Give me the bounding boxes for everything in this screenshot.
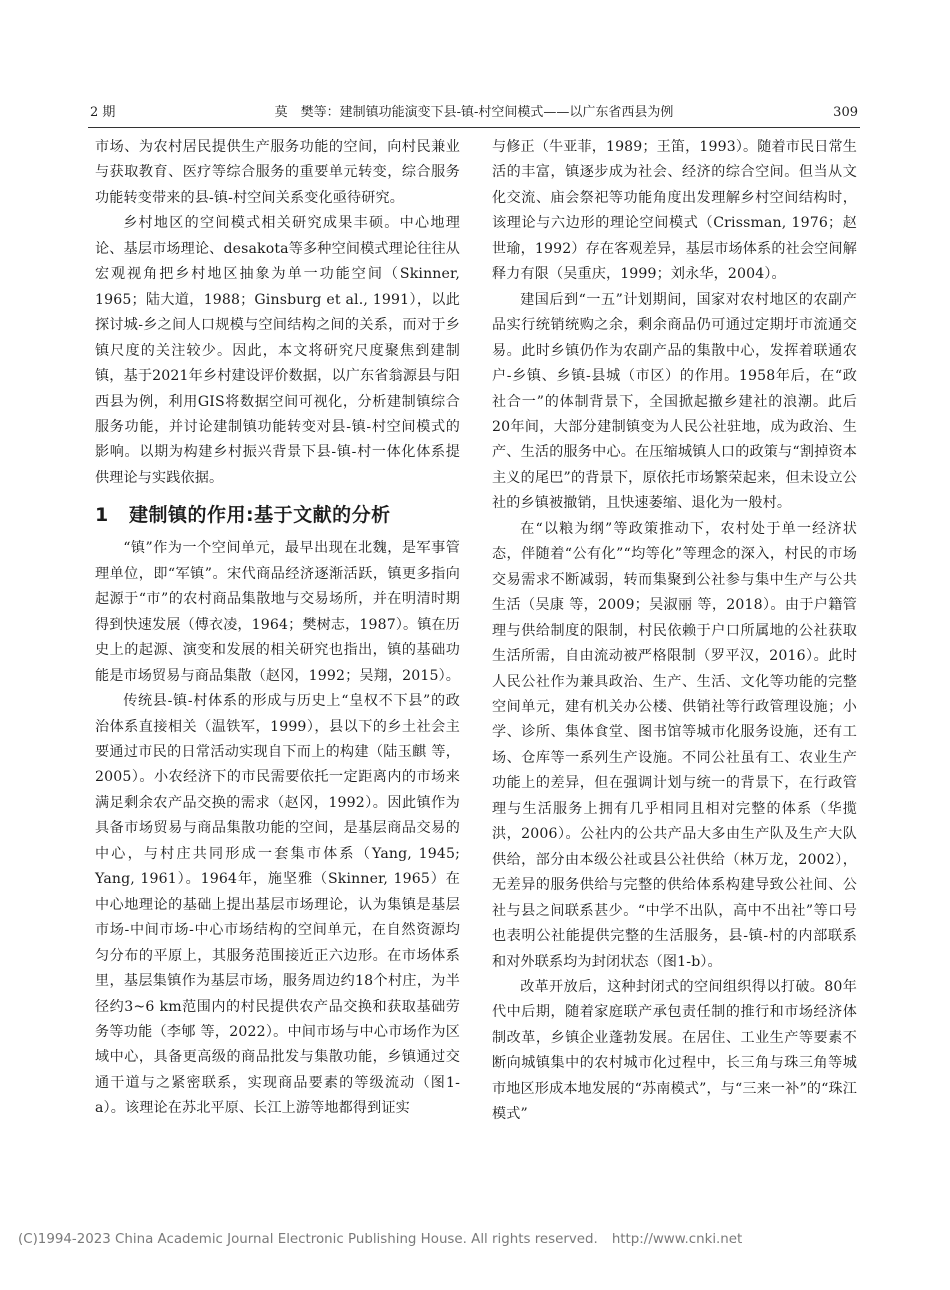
right-column — [492, 135, 857, 1128]
paragraph: 改革开放后，这种封闭式的空间组织得以打破。80年代中后期，随着家庭联产承包责任制的推行和市场经济体制改革，乡镇企业蓬勃发展。在居住、工业生产等要素不断向城镇集中的农村城市化过程中，长三角与珠三角等城市地区形成本地发展的“苏南模式”，与“三来一补”的“珠江模式” — [492, 978, 857, 1123]
copyright-footer — [18, 1232, 938, 1247]
paragraph: 在“以粮为纲”等政策推动下，农村处于单一经济状态，伴随着“公有化”“均等化”等理念的深入，村民的市场交易需求不断减弱，转而集聚到公社参与集中生产与公共生活（吴康 等，2009；吴淑丽 等，2018）。由于户籍管理与供给制度的限制，村民依赖于户口所属地的公社获取生活所需，自由流动被严格限制（罗平汉，2016）。此时人民公社作为兼具政治、生产、生活、文化等功能的完整空间单元，建有机关办公楼、供销社等行政管理设施；小学、诊所、集体食堂、图书馆等城市化服务设施，还有工场、仓库等一系列生产设施。不同公社虽有工、农业生产功能上的差异，但在强调计划与统一的背景下，在行政管理与生活服务上拥有几乎相同且相对完整的体系（华揽洪，2006）。公社内的公共产品大多由生产队及生产大队供给，部分由本级公社或县公社供给（林万龙，2002），无差异的服务供给与完整的供给体系构建导致公社间、公社与县之间联系甚少。“中学不出队，高中不出社”等口号也表明公社能提供完整的生活服务，县-镇-村的内部联系和对外联系均为封闭状态（图1-b）。 — [492, 520, 857, 970]
copyright-text: (C)1994-2023 China Academic Journal Electronic Publishing House. All rights reserved. — [18, 1232, 598, 1247]
cnki-url: http://www.cnki.net — [611, 1232, 743, 1247]
issue-number: 2 期 — [90, 105, 116, 120]
running-title: 莫 樊等：建制镇功能演变下县-镇-村空间模式——以广东省西县为例 — [274, 105, 674, 120]
section-number: 1 — [95, 504, 109, 527]
section-heading — [95, 503, 460, 527]
header-rule — [88, 127, 860, 128]
paragraph-continued: 与修正（牛亚菲，1989；王笛，1993）。随着市民日常生活的丰富，镇逐步成为社会、经济的综合空间。但当从文化交流、庙会祭祀等功能角度出发理解乡村空间结构时，该理论与六边形的理论空间模式（Crissman, 1976；赵世瑜，1992）存在客观差异，基层市场体系的社会空间解释力有限（吴重庆，1999；刘永华，2004）。 — [492, 139, 858, 283]
section-title: 建制镇的作用:基于文献的分析 — [129, 504, 391, 527]
paragraph: 乡村地区的空间模式相关研究成果丰硕。中心地理论、基层市场理论、desakota等多种空间模式理论往往从宏观视角把乡村地区抽象为单一功能空间（Skinner, 1965；陆大道，1988；Ginsburg et al., 1991），以此探讨城-乡之间人口规模与空间结构之间的关系，而对于乡镇尺度的关注较少。因此，本文将研究尺度聚焦到建制镇，基于2021年乡村建设评价数据，以广东省翁源县与阳西县为例，利用GIS将数据空间可视化，分析建制镇综合服务功能，并讨论建制镇功能转变对县-镇-村空间模式的影响。以期为构建乡村振兴背景下县-镇-村一体化体系提供理论与实践依据。 — [95, 215, 460, 486]
left-column — [95, 135, 460, 1122]
running-header — [88, 100, 860, 126]
paragraph: “镇”作为一个空间单元，最早出现在北魏，是军事管理单位，即“军镇”。宋代商品经济逐渐活跃，镇更多指向起源于“市”的农村商品集散地与交易场所，并在明清时期得到快速发展（傅衣凌，1964；樊树志，1987）。镇在历史上的起源、演变和发展的相关研究也指出，镇的基础功能是市场贸易与商品集散（赵冈，1992；吴翔，2015）。 — [95, 540, 461, 684]
paragraph: 传统县-镇-村体系的形成与历史上“皇权不下县”的政治体系直接相关（温铁军，1999），县以下的乡土社会主要通过市民的日常活动实现自下而上的构建（陆玉麒 等，2005）。小农经济下的市民需要依托一定距离内的市场来满足剩余农产品交换的需求（赵冈，1992）。因此镇作为具备市场贸易与商品集散功能的空间，是基层商品交易的中心，与村庄共同形成一套集市体系（Yang, 1945; Yang, 1961）。1964年，施坚雅（Skinner, 1965）在中心地理论的基础上提出基层市场理论，认为集镇是基层市场-中间市场-中心市场结构的空间单元，在自然资源均匀分布的平原上，其服务范围接近正六边形。在市场体系里，基层集镇作为基层市场，服务周边约18个村庄，为半径约3~6 km范围内的村民提供农产品交换和获取基础劳务等功能（李郇 等，2022）。中间市场与中心市场作为区域中心，具备更高级的商品批发与集散功能，乡镇通过交通干道与之紧密联系，实现商品要素的等级流动（图1-a）。该理论在苏北平原、长江上游等地都得到证实 — [95, 693, 460, 1117]
paragraph: 建国后到“一五”计划期间，国家对农村地区的农副产品实行统销统购之余，剩余商品仍可通过定期圩市流通交易。此时乡镇仍作为农副产品的集散中心，发挥着联通农户-乡镇、乡镇-县城（市区）的作用。1958年后，在“政社合一”的体制背景下，全国掀起撤乡建社的浪潮。此后20年间，大部分建制镇变为人民公社驻地，成为政治、生产、生活的服务中心。在压缩城镇人口的政策与“割掉资本主义的尾巴”的背景下，原依托市场繁荣起来，但未设立公社的乡镇被撤销，且快速萎缩、退化为一般村。 — [492, 291, 857, 512]
page-number: 309 — [833, 105, 858, 120]
paragraph-continued: 市场、为农村居民提供生产服务功能的空间，向村民兼业与获取教育、医疗等综合服务的重要单元转变，综合服务功能转变带来的县-镇-村空间关系变化亟待研究。 — [95, 139, 460, 206]
